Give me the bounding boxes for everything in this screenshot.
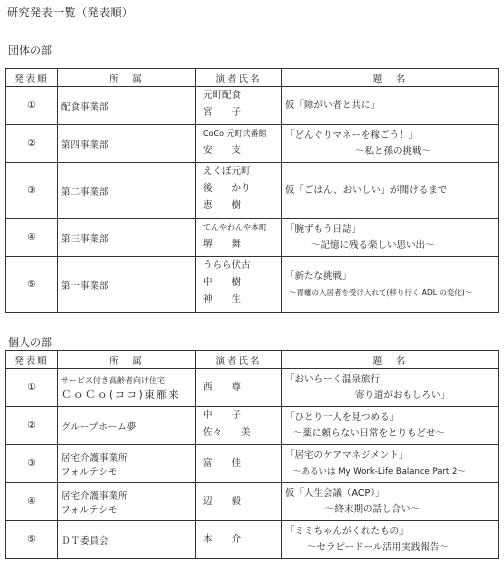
title-line: 仮「人生会議（ACP）」 [285, 487, 385, 499]
presenters [196, 219, 282, 257]
dept [58, 369, 196, 407]
presenter-line: CoCo 元町弐番館 [203, 129, 267, 138]
header-order: 発表順 [6, 69, 58, 87]
dept-line: ＤＴ委員会 [61, 535, 109, 547]
presentation-title [282, 521, 499, 559]
presenters [196, 407, 282, 445]
presentation-title [282, 369, 499, 407]
dept [58, 445, 196, 483]
presenter-line: 後 かり [203, 183, 251, 194]
title-line: 「腕ずもう日誌」 [285, 223, 362, 235]
presentation-title [282, 163, 499, 219]
order-number: ④ [6, 483, 58, 521]
title-line: 仮「障がい者と共に」 [285, 99, 381, 111]
order-number: ① [6, 369, 58, 407]
order-number: ① [6, 87, 58, 125]
table-row [6, 163, 499, 219]
dept: 配食事業部 [58, 87, 196, 125]
title-subline: ～終末期の話し合い～ [325, 503, 421, 515]
dept [58, 483, 196, 521]
presenters [196, 445, 282, 483]
presenter-line: 富 佳 [203, 458, 242, 469]
section-title-group: 団体の部 [8, 44, 52, 57]
title-subline: ～あるいは My Work-Life Balance Part 2～ [293, 466, 466, 477]
presenter-line: 中 樹 [203, 277, 242, 288]
dept-line: フォルテシモ [61, 466, 118, 478]
order-number: ② [6, 125, 58, 163]
title-line: 「おいらーく温泉旅行 [285, 373, 381, 385]
presentation-title [282, 407, 499, 445]
individual-table [5, 350, 499, 559]
title-subline: ～薬に頼らない日常をとりもどせ～ [293, 427, 446, 439]
presenters [196, 521, 282, 559]
header-title: 題 名 [282, 69, 499, 87]
title-subline: ～私と孫の挑戦～ [355, 145, 432, 157]
presentation-title [282, 257, 499, 313]
header-dept: 所 属 [58, 351, 196, 369]
dept-line: ＣｏＣｏ(ココ)東雁来 [61, 388, 181, 401]
presenter-line: えくぼ元町 [203, 166, 251, 177]
header-dept: 所 属 [58, 69, 196, 87]
table-row [6, 87, 499, 125]
presenters [196, 125, 282, 163]
title-subline: ～胃瘻の入居者を受け入れて(移り行く ADL の変化)～ [289, 287, 473, 297]
presenter-line: 恵 樹 [203, 200, 242, 211]
dept [58, 521, 196, 559]
presenters [196, 369, 282, 407]
presentation-title [282, 483, 499, 521]
dept-line: 居宅介護事業所 [61, 452, 128, 464]
presenter-line: 堺 舞 [203, 239, 242, 250]
table-row [6, 219, 499, 257]
dept [58, 407, 196, 445]
order-number: ③ [6, 445, 58, 483]
title-subline: ～セラピードール活用実践報告～ [307, 541, 449, 553]
table-row [6, 483, 499, 521]
presentation-title [282, 125, 499, 163]
order-number: ⑤ [6, 521, 58, 559]
group-table [5, 68, 499, 313]
header-presenters: 演者氏名 [196, 69, 282, 87]
dept: 第三事業部 [58, 219, 196, 257]
dept-line: グループホーム夢 [61, 421, 137, 433]
presenter-line: 元町配食 [203, 90, 242, 101]
dept-line: 居宅介護事業所 [61, 490, 128, 502]
table-row [6, 257, 499, 313]
presentation-title [282, 445, 499, 483]
header-title: 題 名 [282, 351, 499, 369]
table-row [6, 521, 499, 559]
dept: 第一事業部 [58, 257, 196, 313]
title-line: 「どんぐりマネーを稼ごう！」 [285, 129, 419, 141]
presenter-line: 辺 毅 [203, 496, 242, 507]
presenters [196, 163, 282, 219]
title-line: 「新たな挑戦」 [285, 270, 352, 282]
presentation-title [282, 219, 499, 257]
table-row [6, 407, 499, 445]
dept: 第二事業部 [58, 163, 196, 219]
presenter-line: 神 生 [203, 294, 242, 305]
table-row [6, 445, 499, 483]
order-number: ③ [6, 163, 58, 219]
order-number: ⑤ [6, 257, 58, 313]
title-line: 「ひとり一人を見つめる」 [285, 411, 400, 423]
title-line: 仮「ごはん、おいしい」が聞けるまで [285, 184, 448, 196]
presenter-line: 中 子 [203, 410, 242, 421]
title-subline: 寄り道がおもしろい」 [355, 389, 451, 401]
presentation-title [282, 87, 499, 125]
presenter-line: 宮 子 [203, 107, 242, 118]
order-number: ② [6, 407, 58, 445]
page-title: 研究発表一覧（発表順） [7, 6, 134, 19]
title-line: 「ミミちゃんがくれたもの」 [285, 525, 409, 537]
presenters [196, 257, 282, 313]
presenter-line: てんやわんや本町 [203, 223, 267, 232]
table-header-row [6, 69, 499, 87]
table-row [6, 125, 499, 163]
presenter-line: 本 介 [203, 534, 242, 545]
presenter-line: 佐々 美 [203, 427, 251, 438]
presenters [196, 87, 282, 125]
presenter-line: 西 尊 [203, 382, 242, 393]
dept-line: サービス付き高齢者向け住宅 [61, 375, 165, 385]
order-number: ④ [6, 219, 58, 257]
header-order: 発表順 [6, 351, 58, 369]
presenter-line: 安 支 [203, 145, 242, 156]
table-header-row [6, 351, 499, 369]
presenter-line: うらら伏古 [203, 260, 251, 271]
dept: 第四事業部 [58, 125, 196, 163]
title-subline: ～記憶に残る楽しい思い出～ [311, 239, 435, 251]
presenters [196, 483, 282, 521]
title-line: 「居宅のケアマネジメント」 [285, 449, 409, 461]
table-row [6, 369, 499, 407]
dept-line: フォルテシモ [61, 504, 118, 516]
header-presenters: 演者氏名 [196, 351, 282, 369]
section-title-individual: 個人の部 [8, 336, 52, 349]
